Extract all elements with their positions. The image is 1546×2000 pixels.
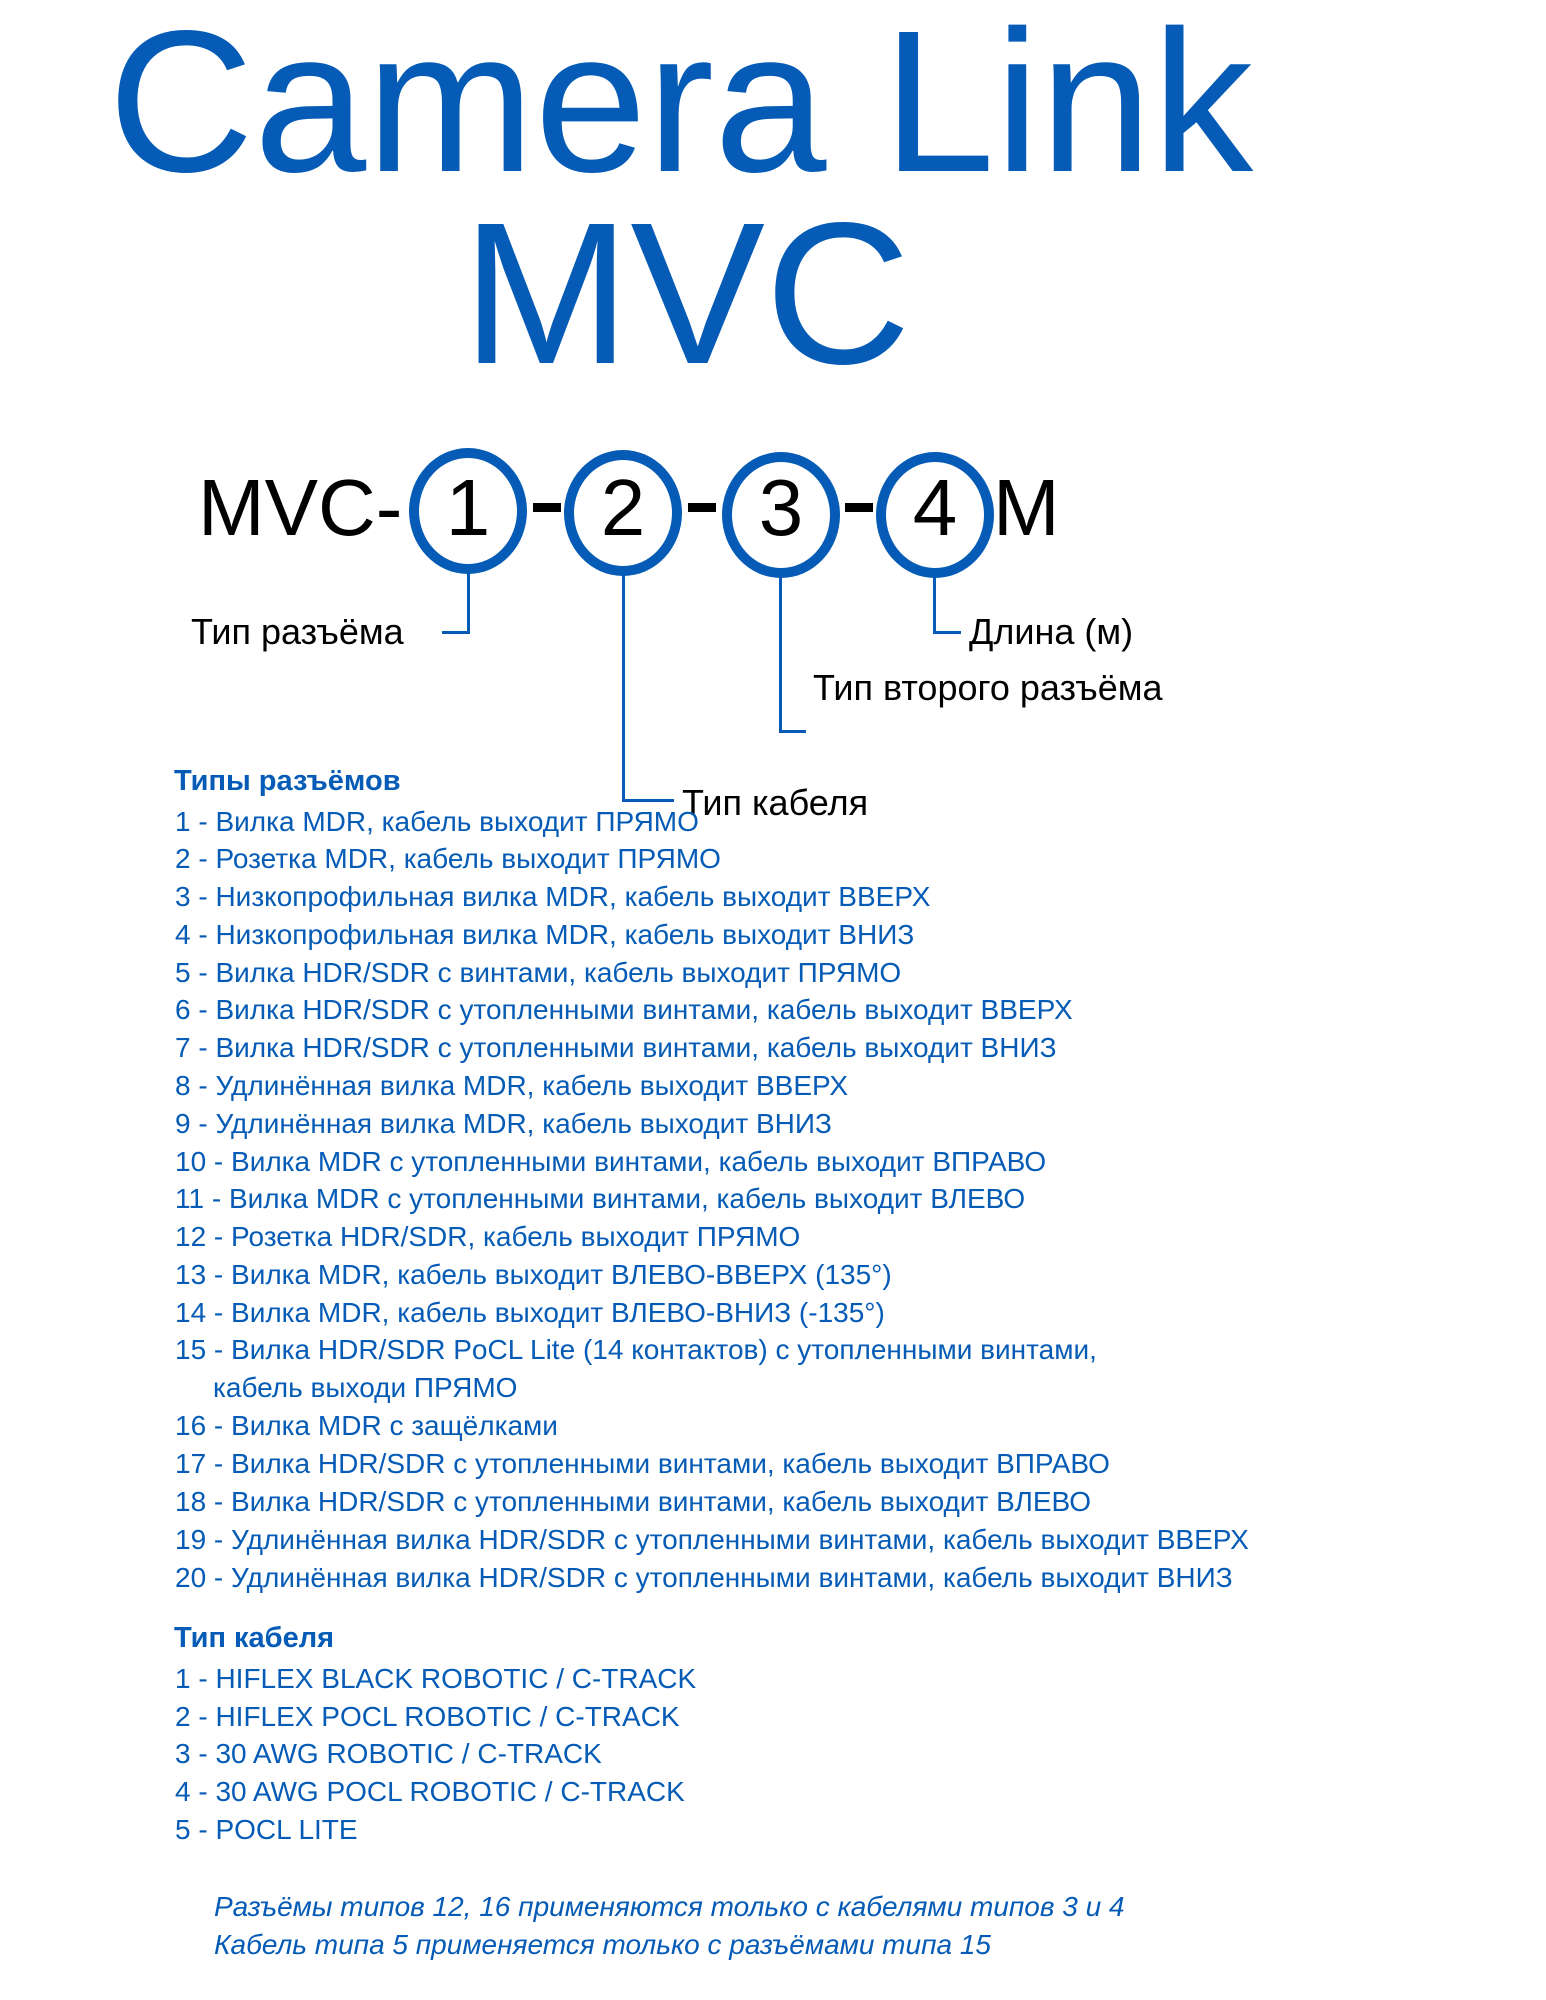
connector-line-4 (933, 576, 936, 634)
callout-second-connector-type: Тип второго разъёма (813, 667, 1163, 708)
code-suffix: M (993, 463, 1060, 552)
title-line-1: Camera Link (108, 0, 1254, 214)
connector-type-item: 17 - Вилка HDR/SDR с утопленными винтами, кабель выходит ВПРАВО (175, 1448, 1110, 1479)
connector-type-item: 18 - Вилка HDR/SDR с утопленными винтами, кабель выходит ВЛЕВО (175, 1486, 1092, 1517)
connector-tick-2 (622, 799, 674, 802)
cable-types-heading: Тип кабеля (174, 1622, 335, 1654)
callout-cable-type: Тип кабеля (682, 782, 869, 823)
code-digit-3: 3 (758, 463, 804, 552)
connector-type-item: 10 - Вилка MDR с утопленными винтами, кабель выходит ВПРАВО (175, 1146, 1047, 1177)
connector-type-item: 3 - Низкопрофильная вилка MDR, кабель выходит ВВЕРХ (175, 881, 931, 912)
code-separator-1 (533, 503, 561, 512)
connector-type-item: 7 - Вилка HDR/SDR с утопленными винтами, кабель выходит ВНИЗ (175, 1032, 1057, 1063)
title-line-2: MVC (462, 180, 911, 406)
connector-line-1 (467, 572, 470, 634)
connector-tick-3 (779, 730, 806, 733)
connector-type-item: 6 - Вилка HDR/SDR с утопленными винтами, кабель выходит ВВЕРХ (175, 994, 1073, 1025)
connector-types-heading: Типы разъёмов (174, 765, 401, 797)
code-prefix: MVC- (198, 463, 403, 552)
code-separator-2 (688, 503, 716, 512)
note-connector-cable-compat: Разъёмы типов 12, 16 применяются только с кабелями типов 3 и 4 (214, 1891, 1125, 1922)
connector-type-item: 2 - Розетка MDR, кабель выходит ПРЯМО (175, 843, 721, 874)
connector-type-item: 4 - Низкопрофильная вилка MDR, кабель выходит ВНИЗ (175, 919, 915, 950)
connector-type-item: 15 - Вилка HDR/SDR PoCL Lite (14 контактов) с утопленными винтами, (175, 1334, 1097, 1365)
code-digit-1: 1 (445, 463, 491, 552)
connector-type-item: 1 - Вилка MDR, кабель выходит ПРЯМО (175, 806, 699, 837)
connector-type-item: 14 - Вилка MDR, кабель выходит ВЛЕВО-ВНИЗ (-135°) (175, 1297, 885, 1328)
code-digit-2: 2 (600, 463, 646, 552)
callout-connector-type: Тип разъёма (191, 611, 404, 652)
cable-type-item: 2 - HIFLEX POCL ROBOTIC / C-TRACK (175, 1701, 680, 1732)
note-cable-5-compat: Кабель типа 5 применяется только с разъёмами типа 15 (214, 1929, 991, 1960)
connector-type-item: 5 - Вилка HDR/SDR с винтами, кабель выходит ПРЯМО (175, 957, 902, 988)
connector-type-item: 9 - Удлинённая вилка MDR, кабель выходит ВНИЗ (175, 1108, 832, 1139)
cable-type-item: 4 - 30 AWG POCL ROBOTIC / C-TRACK (175, 1776, 685, 1807)
connector-line-2 (622, 574, 625, 802)
connector-type-item: 12 - Розетка HDR/SDR, кабель выходит ПРЯМО (175, 1221, 801, 1252)
connector-type-item-continuation: кабель выходи ПРЯМО (213, 1372, 518, 1403)
code-separator-3 (845, 503, 873, 512)
connector-type-item: 16 - Вилка MDR с защёлками (175, 1410, 558, 1441)
connector-tick-4 (933, 631, 961, 634)
connector-type-item: 8 - Удлинённая вилка MDR, кабель выходит ВВЕРХ (175, 1070, 849, 1101)
connector-type-item: 20 - Удлинённая вилка HDR/SDR с утопленными винтами, кабель выходит ВНИЗ (175, 1562, 1233, 1593)
cable-type-item: 3 - 30 AWG ROBOTIC / C-TRACK (175, 1738, 602, 1769)
callout-length: Длина (м) (969, 611, 1134, 652)
connector-type-item: 19 - Удлинённая вилка HDR/SDR с утопленными винтами, кабель выходит ВВЕРХ (175, 1524, 1249, 1555)
cable-type-item: 1 - HIFLEX BLACK ROBOTIC / C-TRACK (175, 1663, 697, 1694)
cable-type-item: 5 - POCL LITE (175, 1814, 358, 1845)
connector-line-3 (779, 576, 782, 733)
connector-type-item: 11 - Вилка MDR с утопленными винтами, кабель выходит ВЛЕВО (175, 1183, 1026, 1214)
code-digit-4: 4 (912, 463, 958, 552)
connector-tick-1 (442, 631, 470, 634)
connector-type-item: 13 - Вилка MDR, кабель выходит ВЛЕВО-ВВЕРХ (135°) (175, 1259, 892, 1290)
